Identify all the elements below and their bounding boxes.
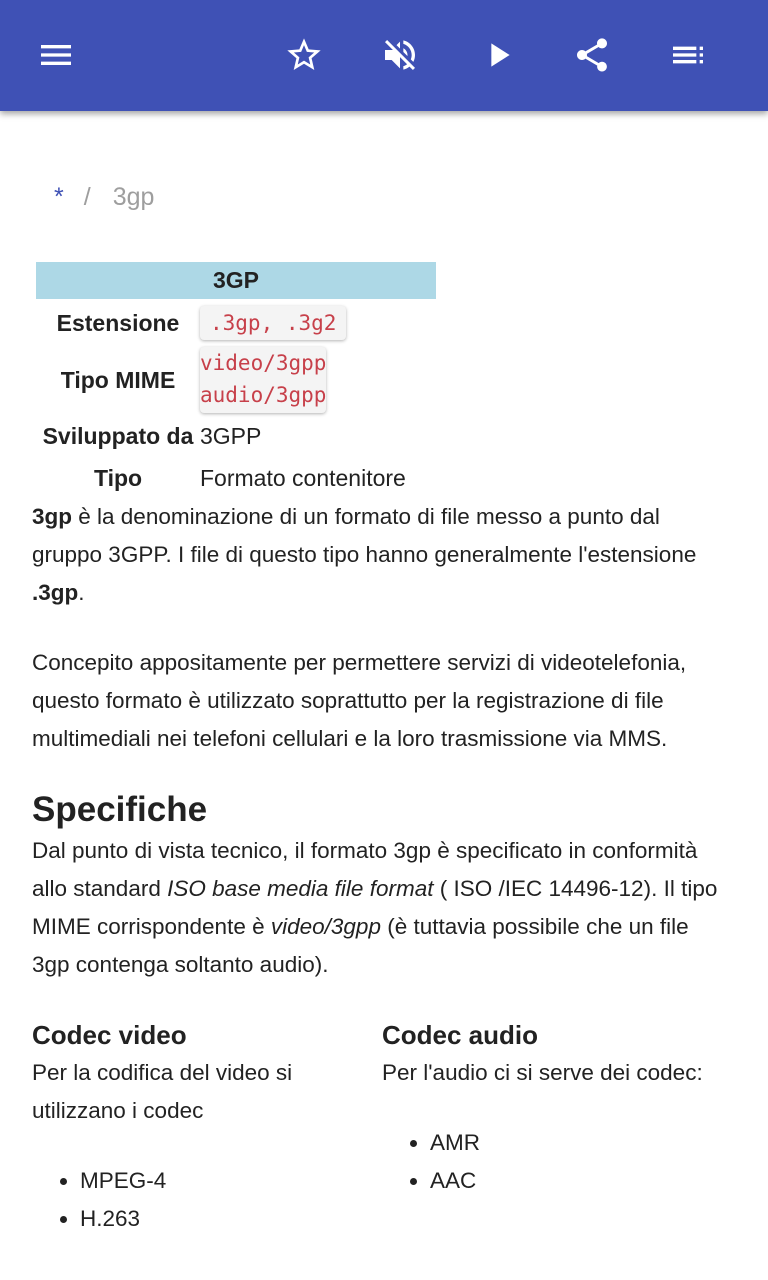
infobox-title: 3GP: [36, 262, 436, 299]
text: (è tuttavia possibile che un file 3gp contenga soltanto audio).: [32, 914, 689, 977]
list-item: • AMR: [430, 1124, 732, 1162]
italic-term: ISO base media file format: [167, 876, 434, 901]
star-icon[interactable]: [281, 32, 327, 78]
mime-audio: audio/3gpp: [200, 383, 327, 407]
codec-video-heading: Codec video: [32, 1020, 187, 1050]
breadcrumb-current: 3gp: [112, 183, 155, 211]
codec-audio-column: [382, 1016, 732, 1238]
list-icon[interactable]: [665, 32, 711, 78]
infobox-row: [36, 347, 436, 413]
infobox-code: [200, 347, 326, 413]
volume-off-icon[interactable]: [377, 32, 423, 78]
play-icon[interactable]: [475, 32, 521, 78]
text: ( ISO /IEC 14496-12). Il tipo MIME corrispondente è: [32, 876, 718, 939]
infobox-row: [36, 459, 436, 497]
menu-icon[interactable]: [33, 32, 79, 78]
share-icon[interactable]: [569, 32, 615, 78]
codec-columns: [32, 1016, 732, 1238]
infobox-row: [36, 299, 436, 347]
infobox-value: Formato contenitore: [200, 464, 406, 491]
infobox-code: .3gp, .3g2: [200, 306, 346, 340]
infobox: [36, 262, 436, 497]
list-item: • MPEG-4: [80, 1162, 382, 1200]
mime-video: video/3gpp: [200, 351, 327, 375]
paragraph-intro: [32, 498, 732, 612]
breadcrumb: [54, 183, 154, 212]
codec-audio-text: Per l'audio ci si serve dei codec:: [382, 1060, 703, 1085]
breadcrumb-separator: /: [83, 183, 91, 211]
infobox-row: [36, 413, 436, 459]
app-bar: [0, 0, 768, 111]
codec-video-list: [32, 1162, 382, 1238]
codec-audio-list: [382, 1124, 732, 1200]
bold-term: 3gp: [32, 504, 73, 529]
infobox-key: Tipo: [93, 464, 143, 491]
codec-video-column: [32, 1016, 382, 1238]
codec-audio-heading: Codec audio: [382, 1020, 539, 1050]
codec-video-text: Per la codifica del video si utilizzano i codec: [32, 1060, 293, 1123]
list-item: • H.263: [80, 1200, 382, 1238]
italic-term: video/3gpp: [270, 914, 381, 939]
text: è la denominazione di un formato di file messo a punto dal gruppo 3GPP. I file di questo tipo hanno generalmente l'estensione: [32, 504, 697, 567]
text: Dal punto di vista tecnico, il formato 3gp è specificato in conformità allo standard: [32, 838, 698, 901]
paragraph-specs: [32, 832, 732, 984]
article-content: [32, 498, 732, 1238]
infobox-value: 3GPP: [200, 422, 262, 449]
text: .: [78, 580, 85, 605]
infobox-key: Tipo MIME: [60, 366, 176, 393]
list-item: • AAC: [430, 1162, 732, 1200]
infobox-key: Sviluppato da: [42, 422, 194, 449]
infobox-key: Estensione: [56, 309, 180, 336]
breadcrumb-root-link[interactable]: *: [54, 183, 64, 211]
paragraph-usage: Concepito appositamente per permettere servizi di videotelefonia, questo formato è utilizzato soprattutto per la registrazione di file multimediali nei telefoni cellulari e la loro trasmissione via MMS.: [32, 650, 687, 751]
section-heading: Specifiche: [32, 790, 208, 829]
bold-term: .3gp: [32, 580, 79, 605]
